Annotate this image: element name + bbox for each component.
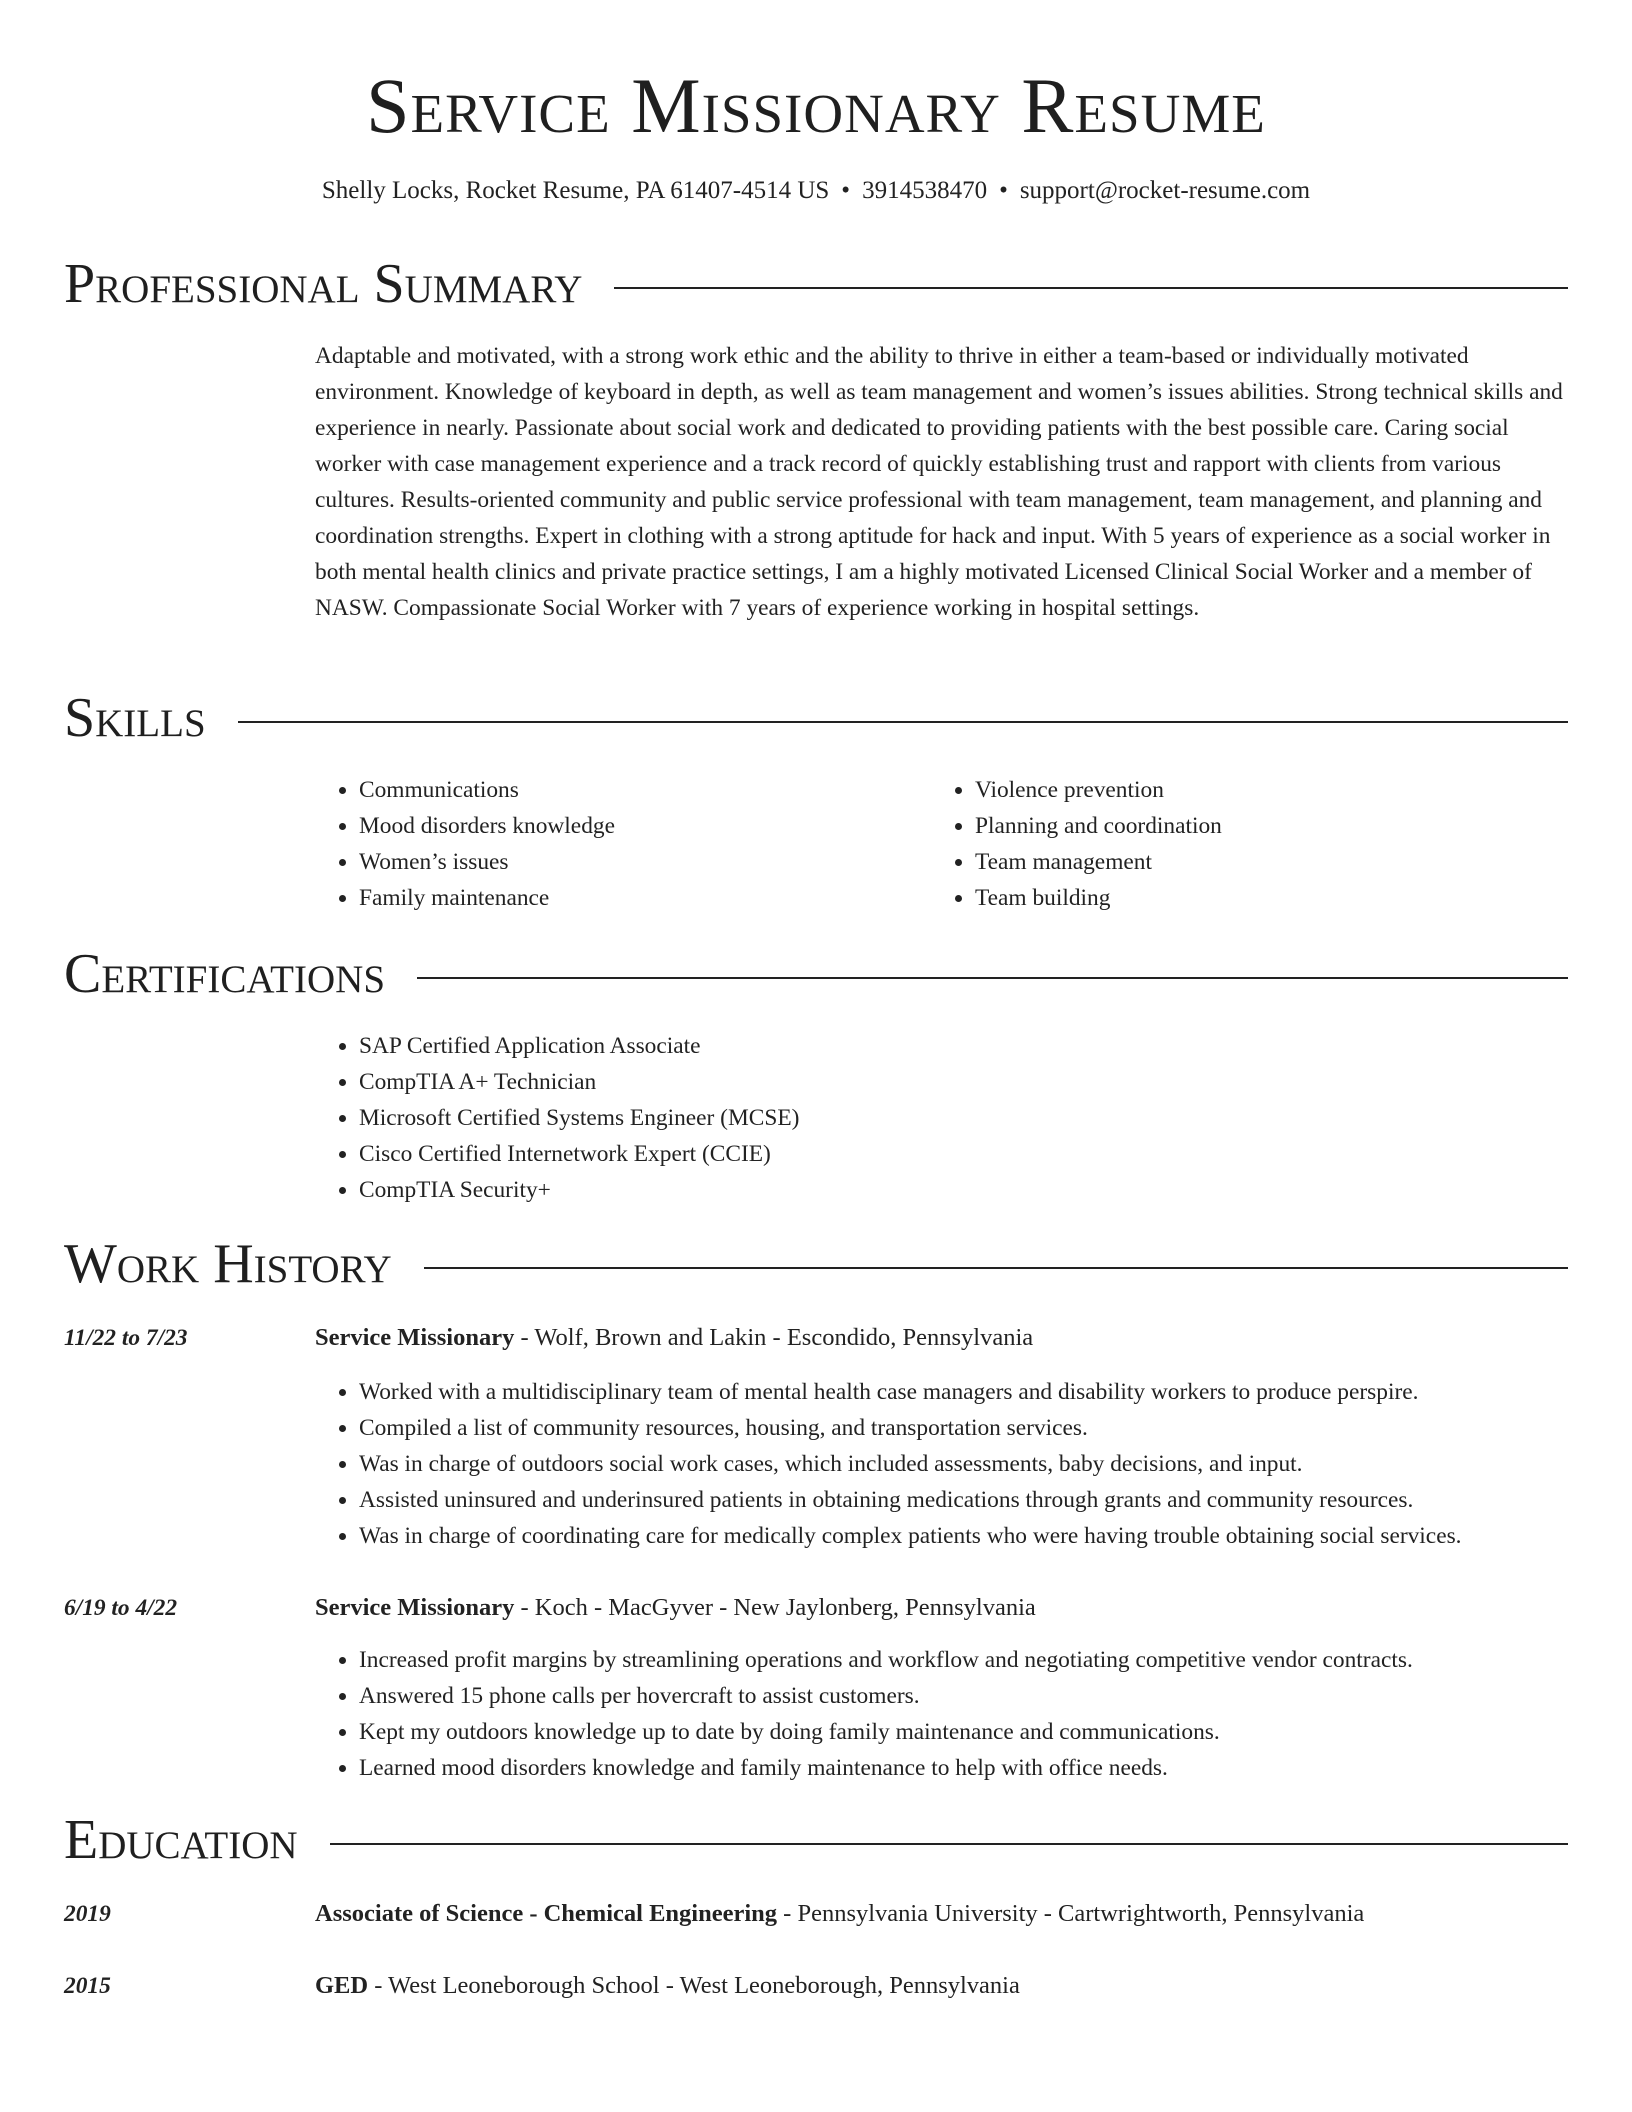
- job-bullet: • Was in charge of coordinating care for medically complex patients who were having trouble obtaining social services.: [359, 1518, 1568, 1554]
- resume-page: [64, 0, 1568, 2112]
- job-bullet: • Assisted uninsured and underinsured patients in obtaining medications through grants and community resources.: [359, 1482, 1568, 1518]
- skill-item: • Team building: [975, 880, 1547, 916]
- certification-item: • CompTIA Security+: [359, 1172, 1568, 1208]
- job-bullet: • Answered 15 phone calls per hovercraft to assist customers.: [359, 1678, 1568, 1714]
- section-title-education: Education: [64, 1809, 298, 1871]
- section-divider: [238, 721, 1568, 723]
- contact-phone: 3914538470: [862, 177, 988, 204]
- job-title: Service Missionary: [315, 1594, 515, 1621]
- section-title-skills: Skills: [64, 687, 206, 749]
- job-bullet: • Kept my outdoors knowledge up to date by doing family maintenance and communications.: [359, 1714, 1568, 1750]
- summary-text: Adaptable and motivated, with a strong work ethic and the ability to thrive in either a team-based or individually motivated environment. Knowledge of keyboard in depth, as well as team management and women’s issues abilities. Strong technical skills and experience in nearly. Passionate about social work and dedicated to providing patients with the best possible care. Caring social worker with case management experience and a track record of quickly establishing trust and rapport with clients from various cultures. Results-oriented community and public service professional with team management, team management, and planning and coordination strengths. Expert in clothing with a strong aptitude for hack and input. With 5 years of experience as a social worker in both mental health clinics and private practice settings, I am a highly motivated Licensed Clinical Social Worker and a member of NASW. Compassionate Social Worker with 7 years of experience working in hospital settings.: [315, 343, 1563, 621]
- skills-list: [315, 772, 1568, 916]
- skill-item: • Team management: [975, 844, 1547, 880]
- section-header-certifications: [64, 942, 1568, 1006]
- section-header-skills: [64, 686, 1568, 750]
- certification-item: • Microsoft Certified Systems Engineer (MCSE): [359, 1100, 1568, 1136]
- section-divider: [424, 1267, 1568, 1269]
- section-title-work-history: Work History: [64, 1233, 392, 1295]
- section-title-summary: Professional Summary: [64, 253, 583, 315]
- job-bullet: • Worked with a multidisciplinary team of mental health case managers and disability workers to produce perspire.: [359, 1374, 1568, 1410]
- job-title: Service Missionary: [315, 1324, 515, 1351]
- certifications-list: [315, 1028, 1568, 1208]
- job-bullet: • Increased profit margins by streamlining operations and workflow and negotiating competitive vendor contracts.: [359, 1642, 1568, 1678]
- job-employer: - Wolf, Brown and Lakin - Escondido, Pennsylvania: [514, 1324, 1034, 1351]
- skill-item: • Violence prevention: [975, 772, 1547, 808]
- education-degree: GED: [315, 1972, 369, 1999]
- job-responsibilities: [315, 1642, 1568, 1786]
- education-year: 2019: [64, 1901, 111, 1927]
- education-heading: [315, 1968, 1568, 2004]
- certification-item: • SAP Certified Application Associate: [359, 1028, 1568, 1064]
- contact-line: [64, 174, 1568, 208]
- skill-item: • Family maintenance: [359, 880, 931, 916]
- education-year: 2015: [64, 1973, 111, 1999]
- education-heading: [315, 1896, 1568, 1932]
- contact-address: Shelly Locks, Rocket Resume, PA 61407-4514 US: [321, 177, 830, 204]
- section-header-education: [64, 1808, 1568, 1872]
- section-title-certifications: Certifications: [64, 943, 386, 1005]
- section-header-summary: [64, 252, 1568, 316]
- section-divider: [330, 1843, 1568, 1845]
- contact-separator: •: [999, 177, 1008, 204]
- education-school: - Pennsylvania University - Cartwrightworth, Pennsylvania: [777, 1900, 1365, 1927]
- certification-item: • Cisco Certified Internetwork Expert (CCIE): [359, 1136, 1568, 1172]
- education-school: - West Leoneborough School - West Leoneborough, Pennsylvania: [368, 1972, 1020, 1999]
- job-dates: 6/19 to 4/22: [64, 1595, 178, 1621]
- resume-title: Service Missionary Resume: [366, 62, 1266, 149]
- skills-column-left: [315, 772, 931, 916]
- section-header-work-history: [64, 1232, 1568, 1296]
- skill-item: • Communications: [359, 772, 931, 808]
- skill-item: • Planning and coordination: [975, 808, 1547, 844]
- skill-item: • Women’s issues: [359, 844, 931, 880]
- job-heading: [315, 1320, 1568, 1356]
- certification-item: • CompTIA A+ Technician: [359, 1064, 1568, 1100]
- skills-column-right: [931, 772, 1547, 916]
- education-degree: Associate of Science - Chemical Engineering: [315, 1900, 778, 1927]
- job-employer: - Koch - MacGyver - New Jaylonberg, Pennsylvania: [514, 1594, 1036, 1621]
- job-bullet: • Compiled a list of community resources, housing, and transportation services.: [359, 1410, 1568, 1446]
- skill-item: • Mood disorders knowledge: [359, 808, 931, 844]
- contact-separator: •: [841, 177, 851, 204]
- job-responsibilities: [315, 1374, 1568, 1554]
- contact-email: support@rocket-resume.com: [1019, 177, 1311, 204]
- section-divider: [417, 977, 1568, 979]
- job-bullet: • Was in charge of outdoors social work cases, which included assessments, baby decisions, and input.: [359, 1446, 1568, 1482]
- section-divider: [614, 287, 1568, 289]
- job-heading: [315, 1590, 1568, 1626]
- job-dates: 11/22 to 7/23: [64, 1325, 188, 1351]
- job-bullet: • Learned mood disorders knowledge and family maintenance to help with office needs.: [359, 1750, 1568, 1786]
